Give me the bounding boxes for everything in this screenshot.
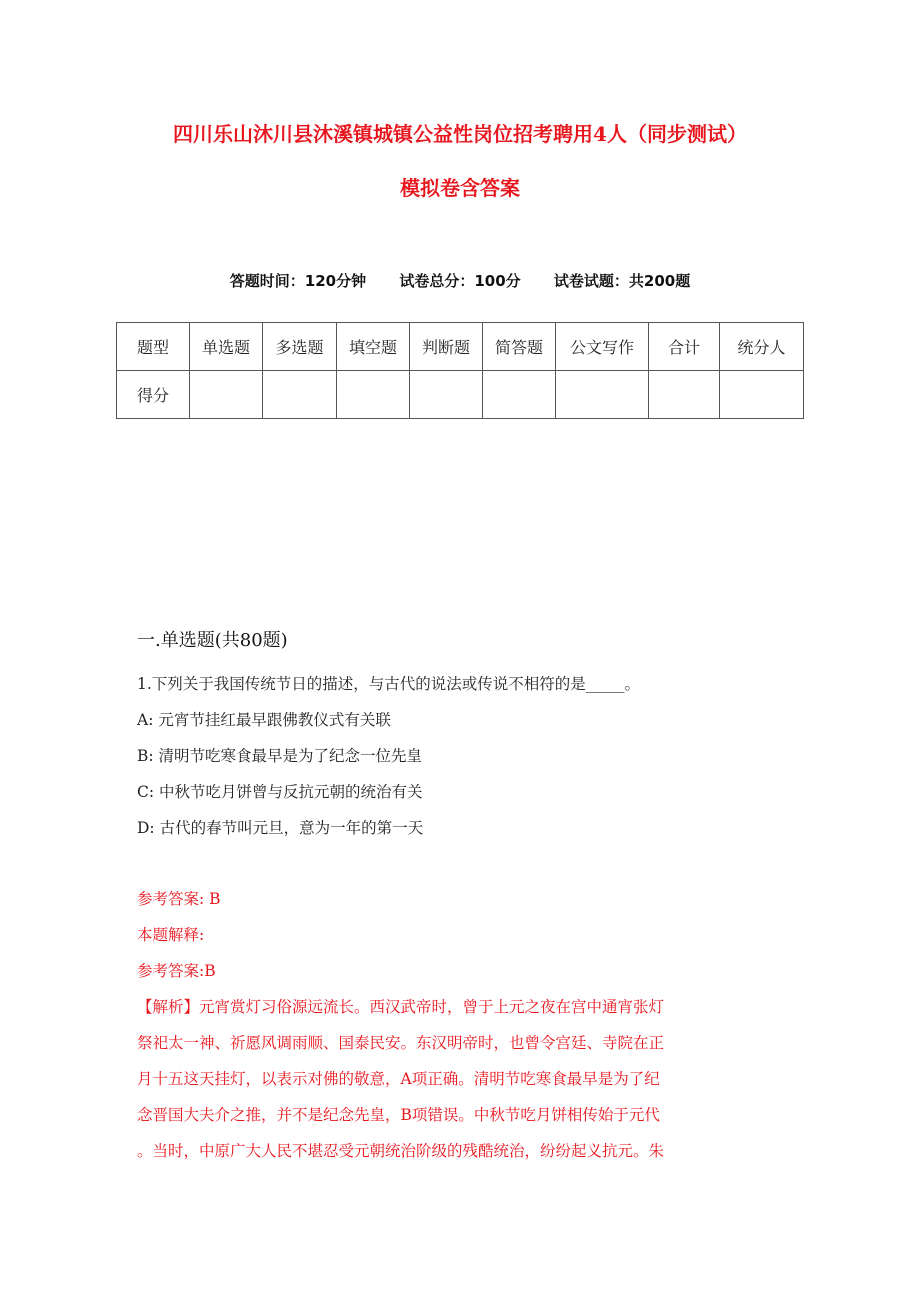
section-heading: 一.单选题(共80题) (137, 630, 288, 651)
score-cell (483, 371, 556, 419)
option-d: D: 古代的春节叫元旦，意为一年的第一天 (137, 819, 424, 837)
score-row-label: 得分 (117, 371, 190, 419)
score-cell (337, 371, 410, 419)
header-cell: 判断题 (410, 323, 483, 371)
question-stem: 1.下列关于我国传统节日的描述，与古代的说法或传说不相符的是_____。 (137, 675, 641, 693)
header-cell: 统分人 (720, 323, 804, 371)
score-cell (720, 371, 804, 419)
header-cell: 简答题 (483, 323, 556, 371)
header-cell: 题型 (117, 323, 190, 371)
header-cell: 单选题 (190, 323, 263, 371)
explanation-line: 月十五这天挂灯，以表示对佛的敬意，A项正确。清明节吃寒食最早是为了纪 (137, 1070, 660, 1088)
option-a: A: 元宵节挂红最早跟佛教仪式有关联 (137, 711, 391, 729)
document-title-line1: 四川乐山沐川县沐溪镇城镇公益性岗位招考聘用4人（同步测试） (173, 122, 747, 146)
exam-meta (0, 270, 920, 291)
explanation-line: 祭祀太一神、祈愿风调雨顺、国泰民安。东汉明帝时，也曾令宫廷、寺院在正 (137, 1034, 665, 1052)
option-c: C: 中秋节吃月饼曾与反抗元朝的统治有关 (137, 783, 423, 801)
score-cell (410, 371, 483, 419)
explanation-line: 。当时，中原广大人民不堪忍受元朝统治阶级的残酷统治，纷纷起义抗元。朱 (137, 1142, 665, 1160)
answer-line-2: 参考答案:B (137, 962, 216, 980)
option-b: B: 清明节吃寒食最早是为了纪念一位先皇 (137, 747, 423, 765)
score-cell (190, 371, 263, 419)
header-cell: 合计 (649, 323, 720, 371)
header-cell: 填空题 (337, 323, 410, 371)
score-cell (556, 371, 649, 419)
exam-time: 答题时间：120分钟 (229, 272, 367, 290)
header-cell: 公文写作 (556, 323, 649, 371)
header-cell: 多选题 (263, 323, 337, 371)
score-table-header-row (117, 323, 804, 371)
exam-total-score: 试卷总分：100分 (399, 272, 521, 290)
score-cell (649, 371, 720, 419)
document-title-line2: 模拟卷含答案 (400, 176, 520, 200)
explanation-label: 本题解释: (137, 926, 205, 944)
answer-line: 参考答案: B (137, 890, 221, 908)
explanation-line: 【解析】元宵赏灯习俗源远流长。西汉武帝时，曾于上元之夜在宫中通宵张灯 (137, 998, 665, 1016)
exam-question-count: 试卷试题：共200题 (553, 272, 691, 290)
score-table (116, 322, 804, 419)
explanation-text (137, 989, 777, 1169)
explanation-line: 念晋国大夫介之推，并不是纪念先皇，B项错误。中秋节吃月饼相传始于元代 (137, 1106, 660, 1124)
score-cell (263, 371, 337, 419)
score-table-score-row (117, 371, 804, 419)
